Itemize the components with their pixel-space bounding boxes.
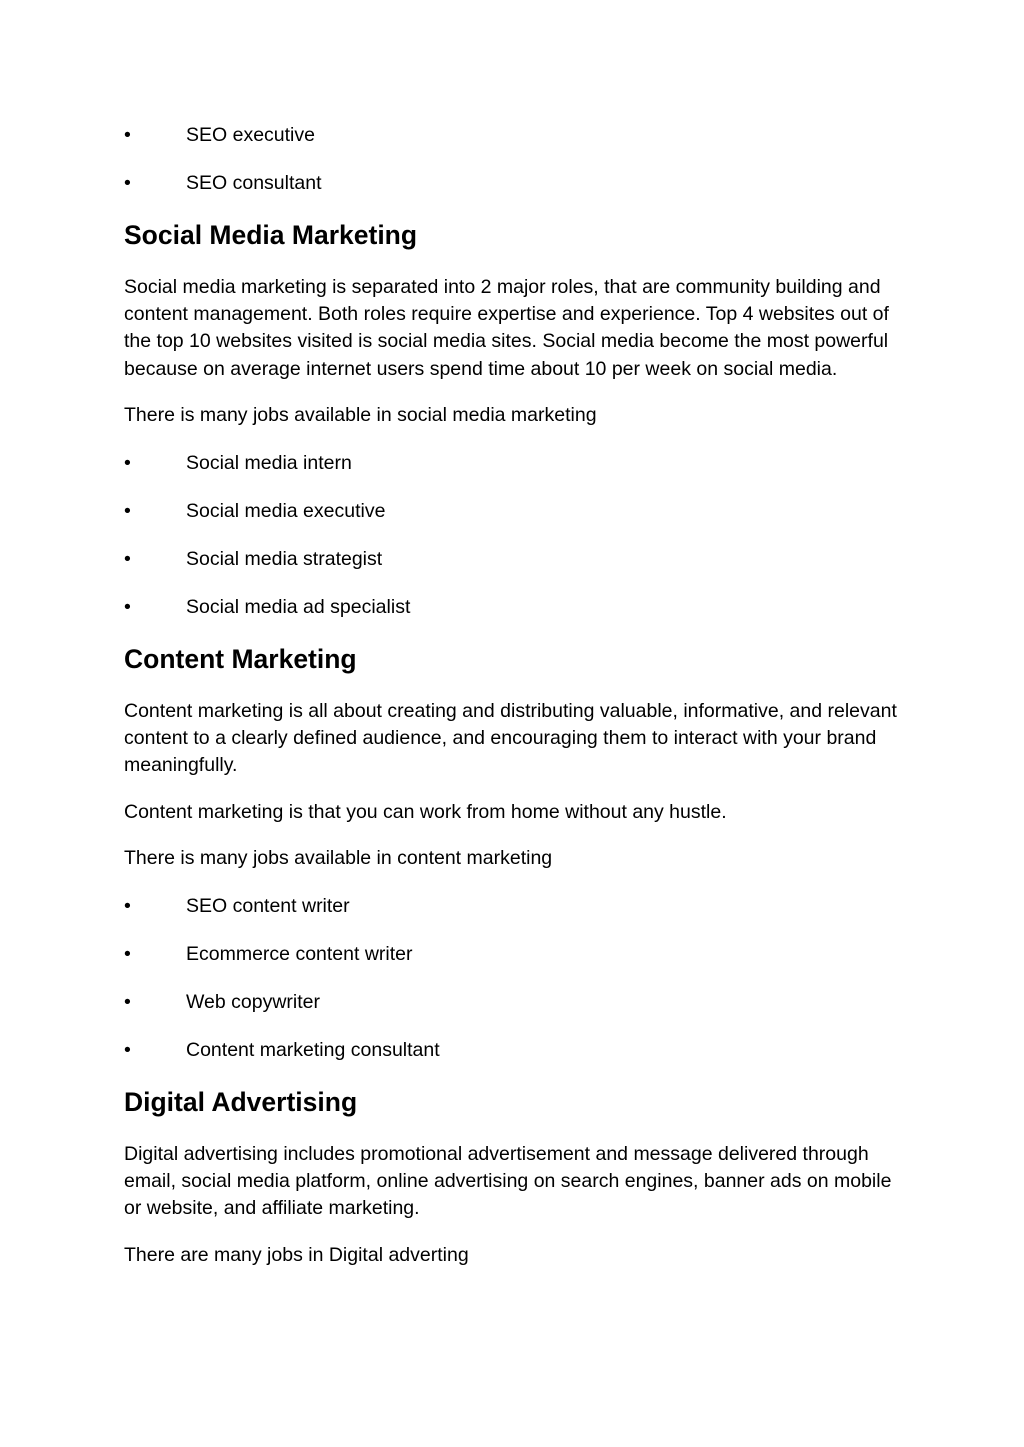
list-item-text: Social media executive	[186, 500, 386, 523]
list-item	[124, 544, 914, 574]
document-page	[124, 120, 914, 1288]
digital-advertising-jobs-intro: There are many jobs in Digital adverting	[124, 1243, 469, 1266]
digital-advertising-paragraph: Digital advertising includes promotional advertisement and message delivered through email, social media platform, online advertising on search engines, banner ads on mobile or website, and affiliate marketing.	[124, 1143, 892, 1220]
section-heading-content-marketing: Content Marketing	[124, 644, 357, 675]
social-media-jobs-intro: There is many jobs available in social media marketing	[124, 403, 597, 426]
list-item-text: Ecommerce content writer	[186, 943, 413, 966]
social-media-paragraph: Social media marketing is separated into 2 major roles, that are community building and content management. Both roles require expertise and experience. Top 4 websites out of the top 10 websites visited is social media sites. Social media become the most powerful because on average internet users spend time about 10 per week on social media.	[124, 276, 889, 380]
bullet-icon: •	[124, 991, 131, 1014]
bullet-icon: •	[124, 548, 131, 571]
section-heading-social-media: Social Media Marketing	[124, 220, 418, 250]
list-item	[124, 891, 914, 921]
list-item	[124, 120, 914, 150]
list-item-text: Content marketing consultant	[186, 1039, 440, 1062]
list-item	[124, 592, 914, 622]
list-item	[124, 939, 914, 969]
bullet-icon: •	[124, 1039, 131, 1062]
list-item-text: SEO consultant	[186, 172, 322, 194]
list-item-text: Social media strategist	[186, 548, 383, 571]
list-item	[124, 987, 914, 1017]
list-item-text: Social media intern	[186, 452, 352, 475]
bullet-icon: •	[124, 452, 131, 475]
list-item-text: SEO executive	[186, 124, 315, 146]
list-item-text: SEO content writer	[186, 895, 350, 918]
list-item-text: Social media ad specialist	[186, 596, 411, 619]
bullet-icon: •	[124, 596, 131, 619]
bullet-icon: •	[124, 500, 131, 523]
bullet-icon: •	[124, 895, 131, 918]
list-item	[124, 168, 914, 198]
bullet-icon: •	[124, 124, 131, 146]
list-item	[124, 496, 914, 526]
bullet-icon: •	[124, 943, 131, 966]
list-item-text: Web copywriter	[186, 991, 321, 1014]
list-item	[124, 448, 914, 478]
bullet-icon: •	[124, 172, 131, 194]
section-heading-digital-advertising: Digital Advertising	[124, 1087, 358, 1118]
content-marketing-paragraph: Content marketing is all about creating and distributing valuable, informative, and relevant content to a clearly defined audience, and encouraging them to interact with your brand meaningfully.	[124, 700, 897, 777]
content-marketing-jobs-intro: There is many jobs available in content marketing	[124, 846, 553, 869]
content-marketing-paragraph-2: Content marketing is that you can work from home without any hustle.	[124, 800, 727, 823]
list-item	[124, 1035, 914, 1065]
